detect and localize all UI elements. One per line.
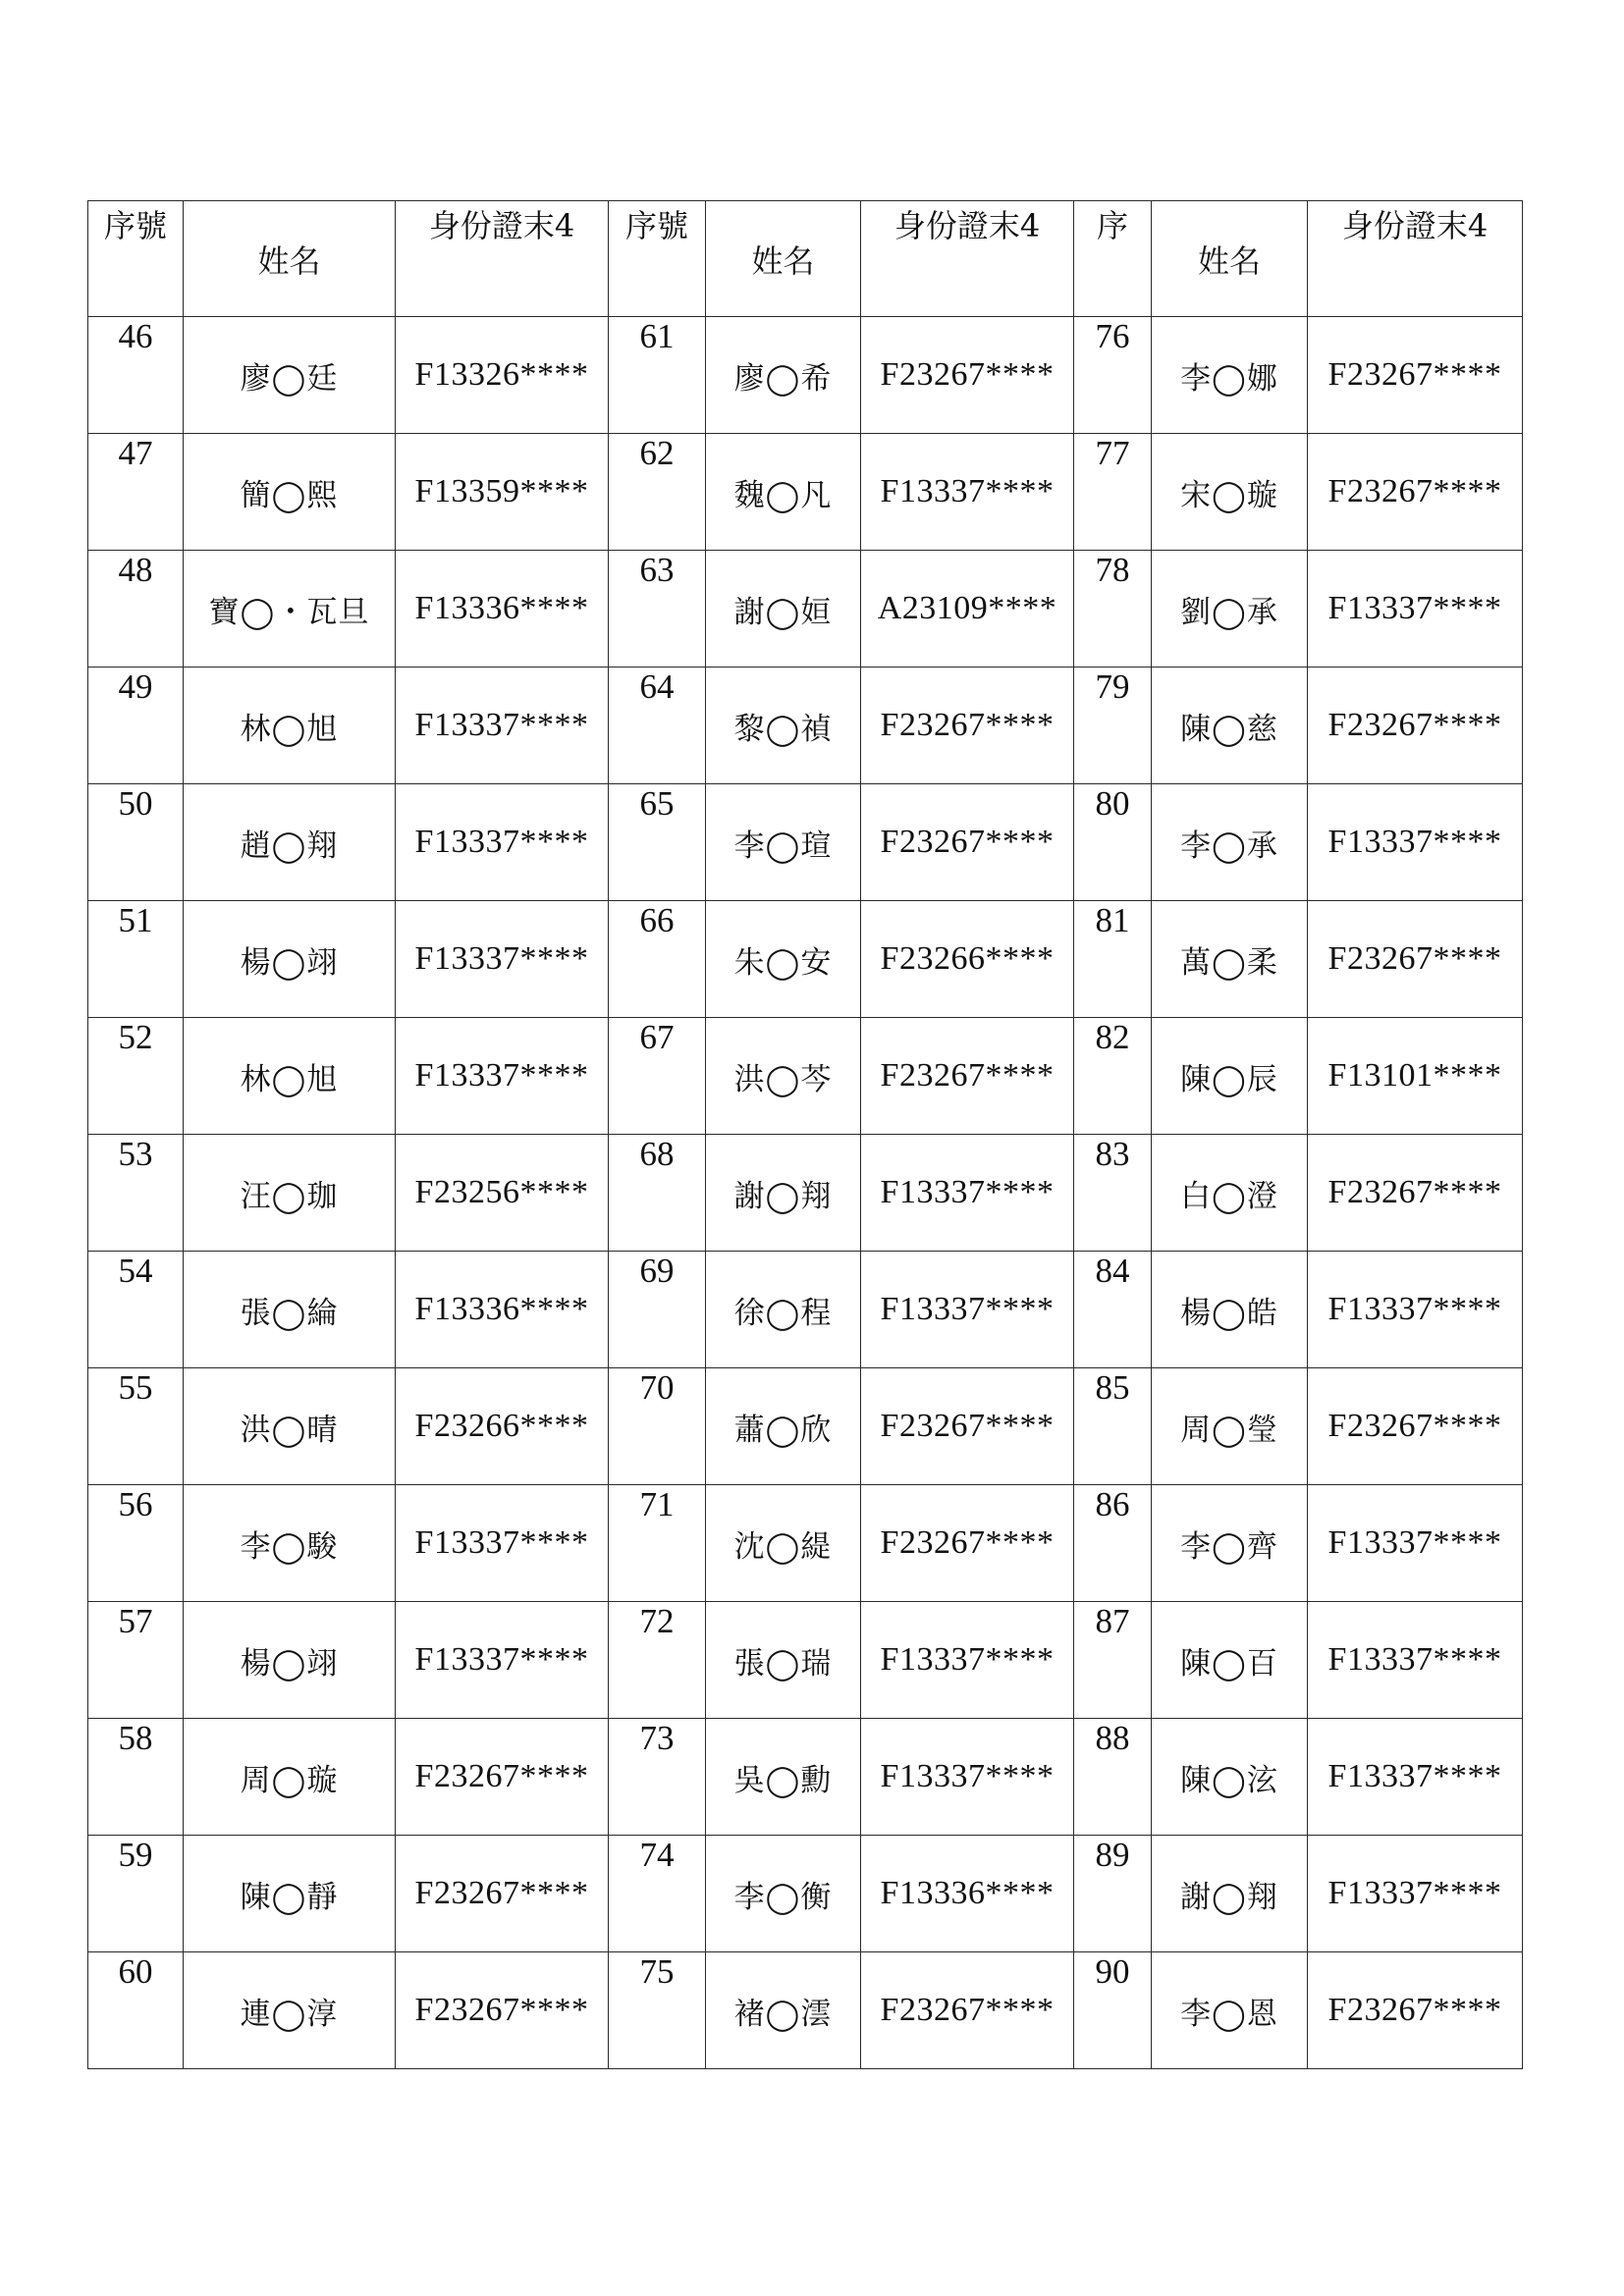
cell-name: 楊◯翊 [184,1602,396,1719]
cell-id-number: F23266**** [396,1368,609,1485]
header-seq: 序號 [609,201,706,317]
cell-name: 朱◯安 [706,901,861,1018]
cell-seq: 61 [609,317,706,434]
cell-seq: 54 [88,1252,184,1368]
cell-seq: 83 [1074,1135,1152,1252]
table-row [88,1368,1523,1485]
table-row [88,901,1523,1018]
table-row [88,551,1523,667]
cell-name: 張◯瑞 [706,1602,861,1719]
table-row [88,317,1523,434]
cell-id-number: F13337**** [861,1719,1074,1836]
cell-seq: 60 [88,1952,184,2069]
cell-seq: 87 [1074,1602,1152,1719]
cell-id-number: F23267**** [861,1485,1074,1602]
cell-name: 林◯旭 [184,1018,396,1135]
table-row [88,784,1523,901]
cell-name: 李◯駿 [184,1485,396,1602]
cell-seq: 73 [609,1719,706,1836]
header-seq: 序 [1074,201,1152,317]
cell-id-number: F13337**** [1308,551,1523,667]
cell-id-number: F23266**** [861,901,1074,1018]
cell-id-number: F23267**** [1308,1135,1523,1252]
table-row [88,1252,1523,1368]
cell-name: 陳◯百 [1152,1602,1308,1719]
cell-seq: 46 [88,317,184,434]
header-row [88,201,1523,317]
cell-name: 楊◯翊 [184,901,396,1018]
cell-id-number: F23267**** [861,667,1074,784]
header-seq: 序號 [88,201,184,317]
cell-name: 寶◯・瓦旦 [184,551,396,667]
cell-id-number: F13337**** [396,1602,609,1719]
cell-name: 吳◯勳 [706,1719,861,1836]
cell-id-number: F13337**** [1308,1485,1523,1602]
cell-name: 周◯璇 [184,1719,396,1836]
cell-name: 陳◯慈 [1152,667,1308,784]
header-name: 姓名 [706,201,861,317]
cell-name: 謝◯翔 [1152,1836,1308,1952]
table-row [88,1018,1523,1135]
cell-id-number: F23267**** [1308,1368,1523,1485]
cell-seq: 90 [1074,1952,1152,2069]
cell-seq: 66 [609,901,706,1018]
cell-name: 李◯衡 [706,1836,861,1952]
cell-name: 洪◯芩 [706,1018,861,1135]
table-row [88,1485,1523,1602]
cell-name: 李◯娜 [1152,317,1308,434]
header-id-last4: 身份證末4 [1308,201,1523,317]
cell-seq: 77 [1074,434,1152,551]
cell-name: 魏◯凡 [706,434,861,551]
cell-id-number: F23267**** [1308,667,1523,784]
cell-seq: 53 [88,1135,184,1252]
cell-id-number: F13337**** [861,1602,1074,1719]
roster-table [87,200,1523,2069]
cell-seq: 85 [1074,1368,1152,1485]
cell-name: 褚◯澐 [706,1952,861,2069]
cell-id-number: F13337**** [1308,1836,1523,1952]
cell-id-number: F23267**** [1308,317,1523,434]
table-row [88,1952,1523,2069]
cell-id-number: F23267**** [861,1368,1074,1485]
cell-seq: 76 [1074,317,1152,434]
cell-name: 陳◯靜 [184,1836,396,1952]
table-row [88,1719,1523,1836]
cell-id-number: F23267**** [861,1018,1074,1135]
cell-seq: 50 [88,784,184,901]
cell-seq: 49 [88,667,184,784]
cell-id-number: F23267**** [1308,901,1523,1018]
cell-name: 林◯旭 [184,667,396,784]
header-id-last4: 身份證末4 [396,201,609,317]
cell-seq: 81 [1074,901,1152,1018]
cell-id-number: F23267**** [396,1952,609,2069]
cell-name: 沈◯緹 [706,1485,861,1602]
cell-name: 李◯承 [1152,784,1308,901]
cell-id-number: F13337**** [861,1135,1074,1252]
cell-seq: 84 [1074,1252,1152,1368]
header-id-last4: 身份證末4 [861,201,1074,317]
cell-seq: 51 [88,901,184,1018]
cell-id-number: F13337**** [1308,784,1523,901]
cell-id-number: F23267**** [1308,434,1523,551]
cell-seq: 47 [88,434,184,551]
cell-seq: 79 [1074,667,1152,784]
cell-name: 李◯恩 [1152,1952,1308,2069]
cell-seq: 64 [609,667,706,784]
cell-seq: 78 [1074,551,1152,667]
cell-id-number: F13337**** [396,1485,609,1602]
cell-id-number: F13336**** [861,1836,1074,1952]
cell-name: 趙◯翔 [184,784,396,901]
cell-id-number: F23256**** [396,1135,609,1252]
header-name: 姓名 [1152,201,1308,317]
cell-seq: 56 [88,1485,184,1602]
cell-name: 宋◯璇 [1152,434,1308,551]
table-row [88,1135,1523,1252]
cell-id-number: F13337**** [1308,1602,1523,1719]
cell-id-number: F13337**** [861,1252,1074,1368]
cell-seq: 80 [1074,784,1152,901]
cell-name: 徐◯程 [706,1252,861,1368]
cell-name: 蕭◯欣 [706,1368,861,1485]
cell-name: 謝◯姮 [706,551,861,667]
cell-name: 陳◯辰 [1152,1018,1308,1135]
cell-seq: 59 [88,1836,184,1952]
cell-name: 劉◯承 [1152,551,1308,667]
cell-id-number: F13337**** [396,667,609,784]
cell-name: 周◯瑩 [1152,1368,1308,1485]
cell-name: 白◯澄 [1152,1135,1308,1252]
cell-id-number: F23267**** [861,317,1074,434]
cell-id-number: F23267**** [861,1952,1074,2069]
cell-seq: 68 [609,1135,706,1252]
cell-seq: 86 [1074,1485,1152,1602]
cell-id-number: F13326**** [396,317,609,434]
cell-name: 張◯綸 [184,1252,396,1368]
cell-name: 汪◯珈 [184,1135,396,1252]
cell-name: 謝◯翔 [706,1135,861,1252]
cell-seq: 72 [609,1602,706,1719]
header-name: 姓名 [184,201,396,317]
cell-name: 楊◯皓 [1152,1252,1308,1368]
cell-id-number: F23267**** [396,1836,609,1952]
table-row [88,667,1523,784]
cell-seq: 74 [609,1836,706,1952]
cell-seq: 48 [88,551,184,667]
cell-name: 連◯淳 [184,1952,396,2069]
cell-seq: 58 [88,1719,184,1836]
cell-name: 萬◯柔 [1152,901,1308,1018]
cell-seq: 65 [609,784,706,901]
cell-seq: 57 [88,1602,184,1719]
cell-name: 洪◯晴 [184,1368,396,1485]
cell-name: 李◯瑄 [706,784,861,901]
cell-seq: 71 [609,1485,706,1602]
cell-seq: 89 [1074,1836,1152,1952]
cell-id-number: F13359**** [396,434,609,551]
roster-body [88,317,1523,2069]
cell-id-number: F23267**** [396,1719,609,1836]
cell-name: 廖◯廷 [184,317,396,434]
cell-seq: 63 [609,551,706,667]
cell-id-number: F13336**** [396,551,609,667]
cell-id-number: F13337**** [396,1018,609,1135]
cell-name: 廖◯希 [706,317,861,434]
cell-seq: 75 [609,1952,706,2069]
cell-seq: 70 [609,1368,706,1485]
cell-name: 黎◯禎 [706,667,861,784]
cell-id-number: F13336**** [396,1252,609,1368]
cell-id-number: F13337**** [1308,1719,1523,1836]
cell-id-number: F23267**** [861,784,1074,901]
cell-id-number: A23109**** [861,551,1074,667]
cell-name: 陳◯泫 [1152,1719,1308,1836]
cell-seq: 69 [609,1252,706,1368]
cell-seq: 62 [609,434,706,551]
cell-id-number: F13101**** [1308,1018,1523,1135]
table-row [88,434,1523,551]
cell-seq: 82 [1074,1018,1152,1135]
cell-seq: 52 [88,1018,184,1135]
cell-id-number: F13337**** [396,784,609,901]
cell-id-number: F13337**** [396,901,609,1018]
cell-id-number: F23267**** [1308,1952,1523,2069]
cell-seq: 88 [1074,1719,1152,1836]
cell-id-number: F13337**** [1308,1252,1523,1368]
cell-name: 李◯齊 [1152,1485,1308,1602]
cell-seq: 55 [88,1368,184,1485]
table-row [88,1602,1523,1719]
cell-seq: 67 [609,1018,706,1135]
cell-name: 簡◯熙 [184,434,396,551]
cell-id-number: F13337**** [861,434,1074,551]
table-row [88,1836,1523,1952]
